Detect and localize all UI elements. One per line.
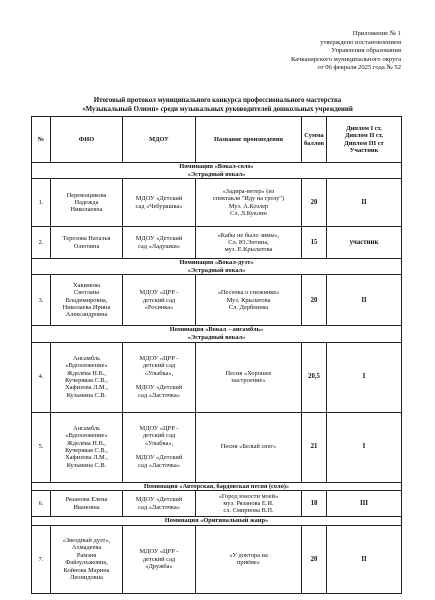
- cell-line: «Кабы не было зимы»,: [217, 231, 280, 239]
- header-piece: Название произведения: [196, 117, 302, 163]
- cell-line: Надежда: [74, 198, 99, 206]
- cell-line: Хафизова Л.М.,: [65, 454, 108, 462]
- table-row: [32, 525, 402, 593]
- cell-line: сад «Ласточка»: [138, 503, 180, 511]
- cell-line: детский сад: [142, 432, 176, 440]
- header-diploma-line: Диплом III ст: [344, 139, 384, 147]
- cell-line: Номинация «Оригинальный жанр»: [164, 517, 269, 525]
- cell-line: «Звездный дуэт»,: [62, 537, 111, 545]
- institution-name: [123, 491, 196, 517]
- appendix-line: от 06 февраля 2025 года № 52: [317, 64, 401, 72]
- cell-line: Рязанова Елена: [65, 496, 108, 504]
- cell-line: МДОУ «ЦРР -: [139, 289, 179, 297]
- institution-name: [123, 342, 196, 412]
- document-title: [40, 97, 395, 114]
- piece-title: [196, 525, 302, 593]
- cell-line: МДОУ «ЦРР -: [139, 424, 179, 432]
- row-number: 5.: [32, 412, 51, 482]
- cell-line: «Песенка о снежинке»: [217, 289, 280, 297]
- header-diploma-line: Диплом II ст,: [344, 132, 384, 140]
- institution-name: [123, 412, 196, 482]
- header-diploma: [327, 117, 402, 163]
- cell-line: Леонидовна: [70, 574, 103, 582]
- cell-line: Светлана: [74, 289, 99, 297]
- cell-line: Песня «Белый снег»: [220, 443, 277, 451]
- institution-name: [123, 275, 196, 326]
- nomination-title: [32, 326, 402, 342]
- nomination-title: [32, 482, 402, 491]
- row-number: 3.: [32, 275, 51, 326]
- nomination-row: [32, 163, 402, 179]
- cell-line: МДОУ «ЦРР -: [139, 548, 179, 556]
- cell-line: Ансамбль: [72, 354, 101, 362]
- cell-line: [124, 447, 194, 454]
- cell-line: «Улыбка»,: [144, 439, 174, 447]
- participant-name: [51, 179, 123, 227]
- cell-line: детский сад: [142, 296, 176, 304]
- title-line: Итоговый протокол муниципального конкурса профессионального мастерства: [93, 97, 342, 104]
- cell-line: МДОУ «Детский: [135, 454, 183, 462]
- piece-title: [196, 275, 302, 326]
- score-value: 20: [302, 525, 327, 593]
- diploma-value: II: [327, 275, 402, 326]
- score-value: 15: [302, 227, 327, 259]
- nomination-row: [32, 259, 402, 275]
- appendix-line: утверждено постановлением: [320, 38, 401, 46]
- cell-line: Ансамбль: [72, 424, 101, 432]
- cell-line: настроение»: [231, 377, 266, 385]
- cell-line: Муз. А.Козлер: [228, 202, 269, 210]
- diploma-value: II: [327, 525, 402, 593]
- cell-line: «Задира-ветер» (из: [222, 187, 275, 195]
- diploma-value: I: [327, 412, 402, 482]
- cell-line: Жделёва Н.В.,: [67, 369, 106, 377]
- row-number: 1.: [32, 179, 51, 227]
- cell-line: сад «Ласточка»: [138, 461, 180, 469]
- table-header-row: [32, 117, 402, 163]
- diploma-value: II: [327, 179, 402, 227]
- cell-line: Терезова Наталья: [62, 235, 111, 243]
- appendix-line: Приложение № 1: [352, 30, 401, 37]
- table-row: [32, 491, 402, 517]
- cell-line: сад «Ласточка»: [138, 391, 180, 399]
- cell-line: детский сад: [142, 555, 176, 563]
- row-number: 2.: [32, 227, 51, 259]
- cell-line: Номинация «Вокал-соло»: [179, 163, 254, 170]
- cell-line: Номинация «Авторская, бардовская песня (соло)»: [143, 482, 290, 490]
- participant-name: [51, 525, 123, 593]
- participant-name: [51, 491, 123, 517]
- cell-line: Рамзия: [76, 551, 97, 559]
- cell-line: Николаева Ирина: [62, 304, 111, 312]
- table-body: [32, 163, 402, 594]
- cell-line: Муз. Крылатова: [226, 296, 271, 304]
- row-number: 4.: [32, 342, 51, 412]
- score-value: 20: [302, 179, 327, 227]
- cell-line: [124, 377, 194, 384]
- cell-line: «Эстрадный вокал»: [187, 266, 246, 274]
- score-value: 18: [302, 491, 327, 517]
- nomination-title: [32, 259, 402, 275]
- cell-line: сл. Смирнова В.П.: [223, 507, 274, 515]
- cell-line: Кучерявая С.В.,: [65, 447, 108, 455]
- cell-line: приёме»: [237, 559, 260, 567]
- cell-line: «Дружба»: [145, 562, 173, 570]
- cell-line: Сл. Ю.Энтина,: [228, 238, 269, 246]
- cell-line: Номинация «Вокал-дуэт»: [179, 259, 254, 267]
- piece-title: [196, 412, 302, 482]
- cell-line: Жделёва Н.В.,: [67, 439, 106, 447]
- diploma-value: участник: [327, 227, 402, 259]
- participant-name: [51, 227, 123, 259]
- institution-name: [123, 179, 196, 227]
- row-number: 6.: [32, 491, 51, 517]
- score-value: 20,5: [302, 342, 327, 412]
- table-row: [32, 275, 402, 326]
- row-number: 7.: [32, 525, 51, 593]
- cell-line: МДОУ «Детский: [135, 384, 183, 392]
- cell-line: муз. Е.Крылатова: [224, 246, 273, 254]
- cell-line: «Росинка»: [144, 304, 174, 312]
- header-score: [302, 117, 327, 163]
- nomination-row: [32, 326, 402, 342]
- appendix-line: Качканарского муниципального округа: [291, 55, 401, 63]
- cell-line: спектакля "Иду на грозу"): [212, 195, 285, 203]
- cell-line: детский сад: [142, 362, 176, 370]
- cell-line: «Вдохновение»: [65, 362, 108, 370]
- cell-line: «Город юности моей»: [218, 492, 279, 500]
- cell-line: Кучерявая С.В.,: [65, 377, 108, 385]
- header-num: №: [32, 117, 51, 163]
- table-row: [32, 227, 402, 259]
- nomination-row: [32, 482, 402, 491]
- piece-title: [196, 227, 302, 259]
- header-mdou: МДОУ: [123, 117, 196, 163]
- cell-line: Койнова Марина: [63, 566, 110, 574]
- header-score-line: баллов: [303, 139, 325, 147]
- table-row: [32, 412, 402, 482]
- cell-line: МДОУ «Детский: [135, 235, 183, 243]
- cell-line: Сл. Дербенева: [228, 304, 269, 312]
- cell-line: «Улыбка»,: [144, 369, 174, 377]
- title-line: «Музыкальный Олимп» среди музыкальных руководителей дошкольных учреждений: [82, 105, 353, 113]
- score-value: 21: [302, 412, 327, 482]
- cell-line: «Эстрадный вокал»: [187, 170, 246, 178]
- cell-line: Александровна: [65, 311, 108, 319]
- cell-line: сад «Чебурашка»: [135, 202, 183, 210]
- cell-line: МДОУ «Детский: [135, 195, 183, 203]
- participant-name: [51, 412, 123, 482]
- cell-line: Кузьмина С.В.: [66, 461, 107, 469]
- cell-line: Сл. Л.Куклин: [230, 210, 267, 218]
- cell-line: Файзулхаковна,: [65, 559, 108, 567]
- cell-line: Олеговна: [73, 242, 100, 250]
- piece-title: [196, 491, 302, 517]
- participant-name: [51, 342, 123, 412]
- header-fio: ФИО: [51, 117, 123, 163]
- table-row: [32, 179, 402, 227]
- cell-line: Николаевна: [70, 206, 103, 214]
- cell-line: Владимировна,: [65, 296, 108, 304]
- results-table: [31, 116, 402, 594]
- cell-line: МДОУ «Детский: [135, 496, 183, 504]
- cell-line: «Вдохновение»: [65, 432, 108, 440]
- diploma-value: I: [327, 342, 402, 412]
- cell-line: Песня «Хорошее: [225, 369, 272, 377]
- appendix-block: [226, 30, 401, 73]
- piece-title: [196, 179, 302, 227]
- score-value: 20: [302, 275, 327, 326]
- header-diploma-line: Диплом I ст,: [346, 124, 382, 132]
- appendix-line: Управления образования: [331, 47, 401, 55]
- nomination-row: [32, 517, 402, 526]
- header-diploma-line: Участник: [349, 146, 379, 154]
- cell-line: Номинация «Вокал – ансамбль»: [169, 326, 264, 334]
- nomination-title: [32, 163, 402, 179]
- header-score-line: Сумма: [304, 132, 324, 140]
- cell-line: Хакимова: [73, 281, 100, 289]
- cell-line: «У доктора на: [229, 551, 268, 559]
- institution-name: [123, 525, 196, 593]
- cell-line: «Эстрадный вокал»: [187, 333, 246, 341]
- cell-line: Хафизова Л.М.,: [65, 384, 108, 392]
- cell-line: Ивановна: [73, 503, 100, 511]
- cell-line: МДОУ «ЦРР -: [139, 354, 179, 362]
- table-row: [32, 342, 402, 412]
- cell-line: муз. Рязанова Е.И.: [223, 499, 274, 507]
- diploma-value: III: [327, 491, 402, 517]
- cell-line: Кузьмина С.В.: [66, 391, 107, 399]
- piece-title: [196, 342, 302, 412]
- institution-name: [123, 227, 196, 259]
- cell-line: Перевощикова: [66, 191, 107, 199]
- participant-name: [51, 275, 123, 326]
- cell-line: Ахмадеева: [71, 544, 102, 552]
- nomination-title: [32, 517, 402, 526]
- cell-line: сад «Ладушки»: [137, 242, 181, 250]
